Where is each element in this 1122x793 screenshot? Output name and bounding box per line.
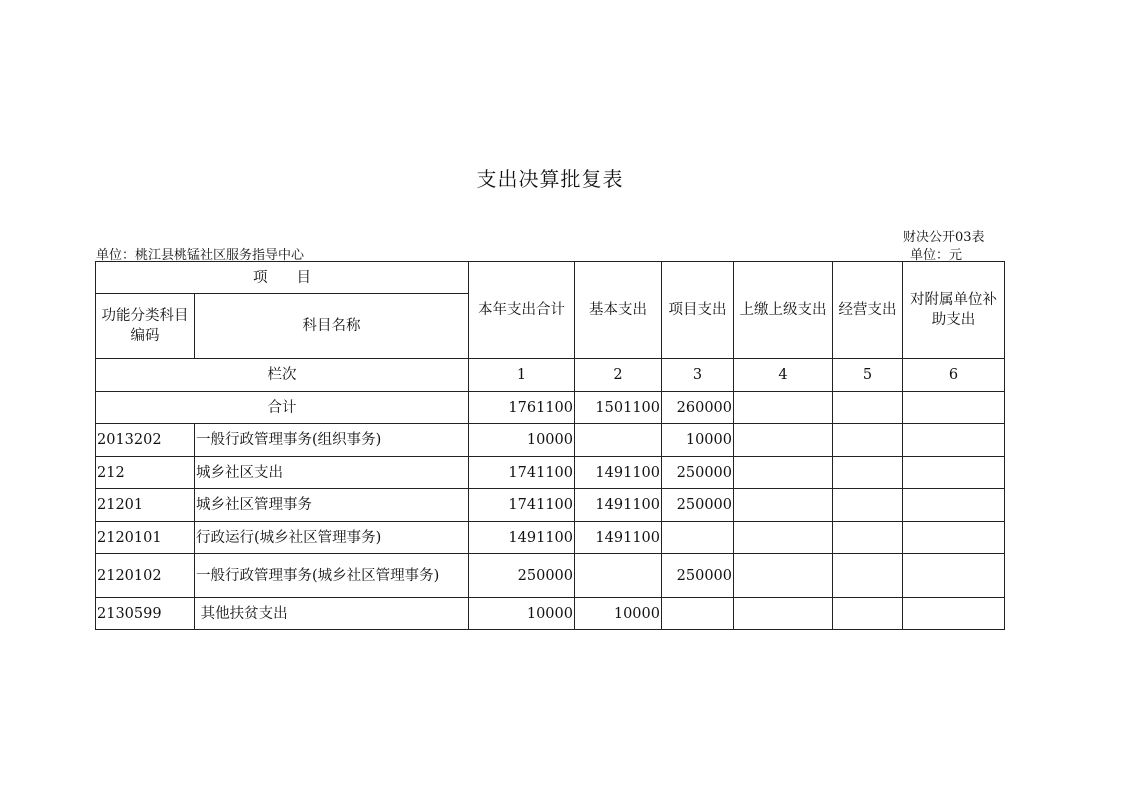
row-value (903, 424, 1005, 457)
row-value (734, 424, 833, 457)
row-value: 10000 (662, 424, 734, 457)
table-row (96, 489, 1005, 522)
row-value: 1491100 (575, 522, 662, 554)
row-value (833, 554, 903, 598)
row-index-value: 6 (903, 359, 1005, 392)
total-value: 1501100 (575, 392, 662, 424)
row-value (833, 489, 903, 522)
row-index-label: 栏次 (96, 359, 469, 392)
header-project: 项 目 (96, 262, 469, 294)
row-code: 21201 (96, 489, 195, 522)
table-row (96, 598, 1005, 630)
row-value (734, 489, 833, 522)
row-index-value: 5 (833, 359, 903, 392)
table-row (96, 424, 1005, 457)
header-col-1: 本年支出合计 (469, 262, 575, 359)
header-col-6: 对附属单位补助支出 (903, 262, 1005, 359)
row-value (662, 598, 734, 630)
total-value: 260000 (662, 392, 734, 424)
row-index-value: 2 (575, 359, 662, 392)
header-col-4: 上缴上级支出 (734, 262, 833, 359)
row-code: 2130599 (96, 598, 195, 630)
header-col-5: 经营支出 (833, 262, 903, 359)
row-value (734, 598, 833, 630)
row-value: 1741100 (469, 489, 575, 522)
row-value (734, 457, 833, 489)
row-value: 250000 (469, 554, 575, 598)
row-value: 1491100 (575, 457, 662, 489)
row-value (903, 457, 1005, 489)
row-name: 一般行政管理事务(组织事务) (195, 424, 469, 457)
total-label: 合计 (96, 392, 469, 424)
row-index (96, 359, 1005, 392)
row-value: 10000 (469, 598, 575, 630)
row-index-value: 3 (662, 359, 734, 392)
row-code: 212 (96, 457, 195, 489)
total-value (833, 392, 903, 424)
row-code: 2120101 (96, 522, 195, 554)
row-name: 其他扶贫支出 (195, 598, 469, 630)
organization-unit: 单位：桃江县桃锰社区服务指导中心 (96, 248, 305, 263)
table-row (96, 457, 1005, 489)
row-name: 行政运行(城乡社区管理事务) (195, 522, 469, 554)
row-code: 2013202 (96, 424, 195, 457)
row-value (833, 598, 903, 630)
row-value (734, 522, 833, 554)
expenditure-table (95, 261, 1005, 630)
row-value: 250000 (662, 489, 734, 522)
row-value: 10000 (575, 598, 662, 630)
table-row (96, 554, 1005, 598)
header-name: 科目名称 (195, 294, 469, 359)
row-value (662, 522, 734, 554)
row-value (575, 554, 662, 598)
row-value (575, 424, 662, 457)
header-col-3: 项目支出 (662, 262, 734, 359)
header-code: 功能分类科目编码 (96, 294, 195, 359)
row-value: 1491100 (575, 489, 662, 522)
total-value: 1761100 (469, 392, 575, 424)
row-value (903, 489, 1005, 522)
row-name: 城乡社区支出 (195, 457, 469, 489)
row-value: 250000 (662, 554, 734, 598)
form-number: 财决公开03表 (903, 230, 985, 245)
row-value (833, 424, 903, 457)
row-value (833, 457, 903, 489)
row-name: 一般行政管理事务(城乡社区管理事务) (195, 554, 469, 598)
currency-unit: 单位：元 (910, 248, 963, 263)
header-row-1 (96, 262, 1005, 294)
row-value: 10000 (469, 424, 575, 457)
total-value (903, 392, 1005, 424)
row-value (734, 554, 833, 598)
total-row (96, 392, 1005, 424)
row-value (903, 522, 1005, 554)
row-code: 2120102 (96, 554, 195, 598)
row-value (903, 554, 1005, 598)
row-value: 1491100 (469, 522, 575, 554)
row-index-value: 1 (469, 359, 575, 392)
row-name: 城乡社区管理事务 (195, 489, 469, 522)
row-value: 1741100 (469, 457, 575, 489)
row-index-value: 4 (734, 359, 833, 392)
header-col-2: 基本支出 (575, 262, 662, 359)
total-value (734, 392, 833, 424)
row-value (903, 598, 1005, 630)
row-value: 250000 (662, 457, 734, 489)
page-title: 支出决算批复表 (476, 167, 624, 191)
table-row (96, 522, 1005, 554)
row-value (833, 522, 903, 554)
